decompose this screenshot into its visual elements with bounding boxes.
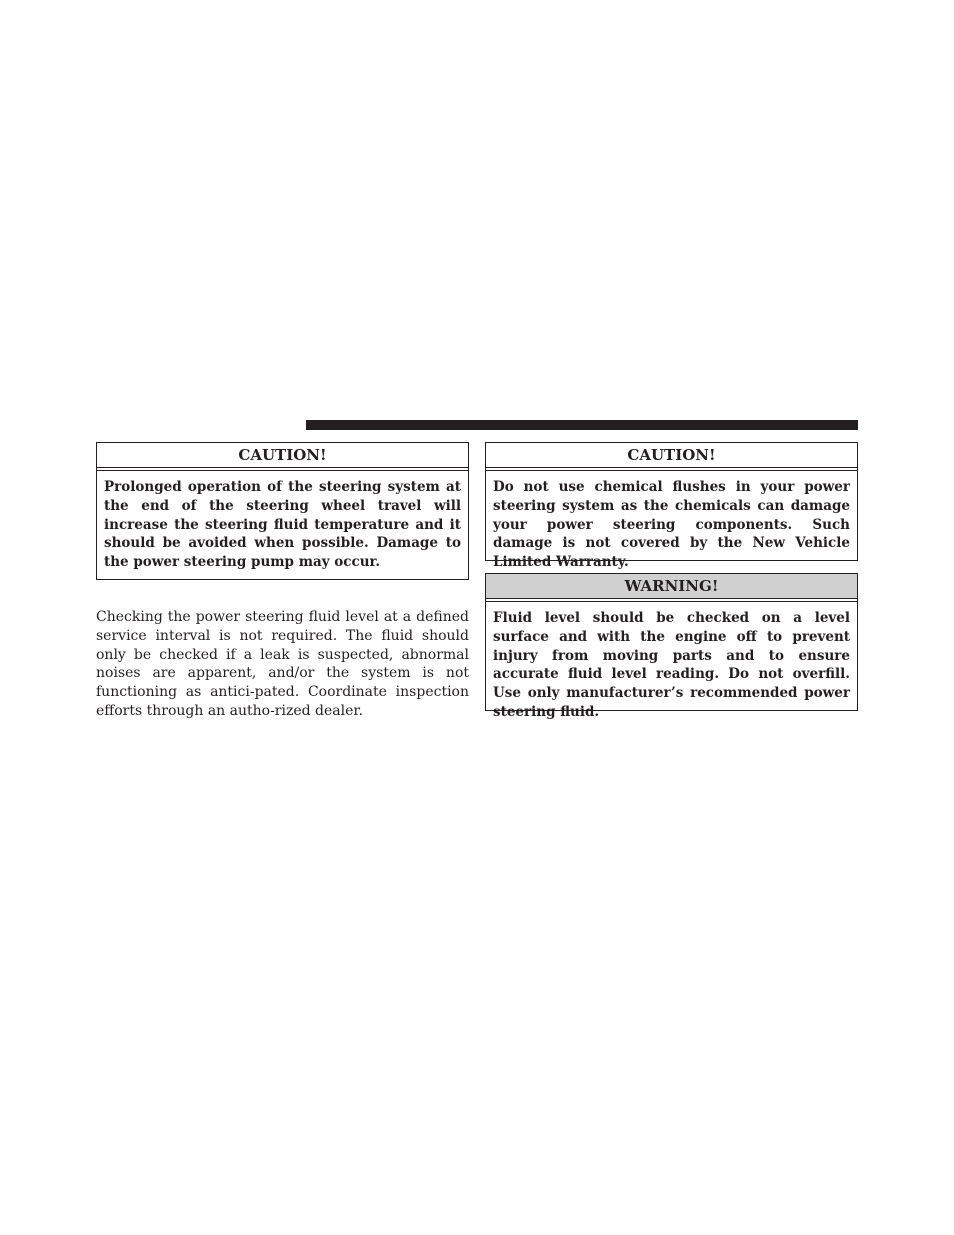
caution-box-chemical-flushes: [485, 442, 858, 571]
section-header-bar: [306, 420, 858, 430]
caution-title: CAUTION!: [97, 443, 468, 468]
caution-text: Do not use chemical flushes in your power steering system as the chemicals can damage your power steering components. Such damage is not covered by the New Vehicle Limited Warranty.: [493, 479, 850, 571]
caution-box-steering-travel: [96, 442, 469, 580]
caution-title: CAUTION!: [486, 443, 857, 468]
warning-text: Fluid level should be checked on a level surface and with the engine off to prevent injury from moving parts and to ensure accurate fluid level reading. Do not overfill. Use only manufacturer’s recommended power steering fluid.: [493, 610, 850, 720]
fluid-check-paragraph: Checking the power steering fluid level at a defined service interval is not required. The fluid should only be checked if a leak is suspected, abnormal noises are apparent, and/or the system is not functioning as antici-pated. Coordinate inspection efforts through an autho-rized dealer.: [96, 609, 469, 719]
caution-text: Prolonged operation of the steering system at the end of the steering wheel travel will increase the steering fluid temperature and it should be avoided when possible. Damage to the power steering pump may occur.: [104, 479, 461, 571]
warning-title: WARNING!: [486, 574, 857, 599]
warning-box-fluid-level: [485, 573, 858, 720]
